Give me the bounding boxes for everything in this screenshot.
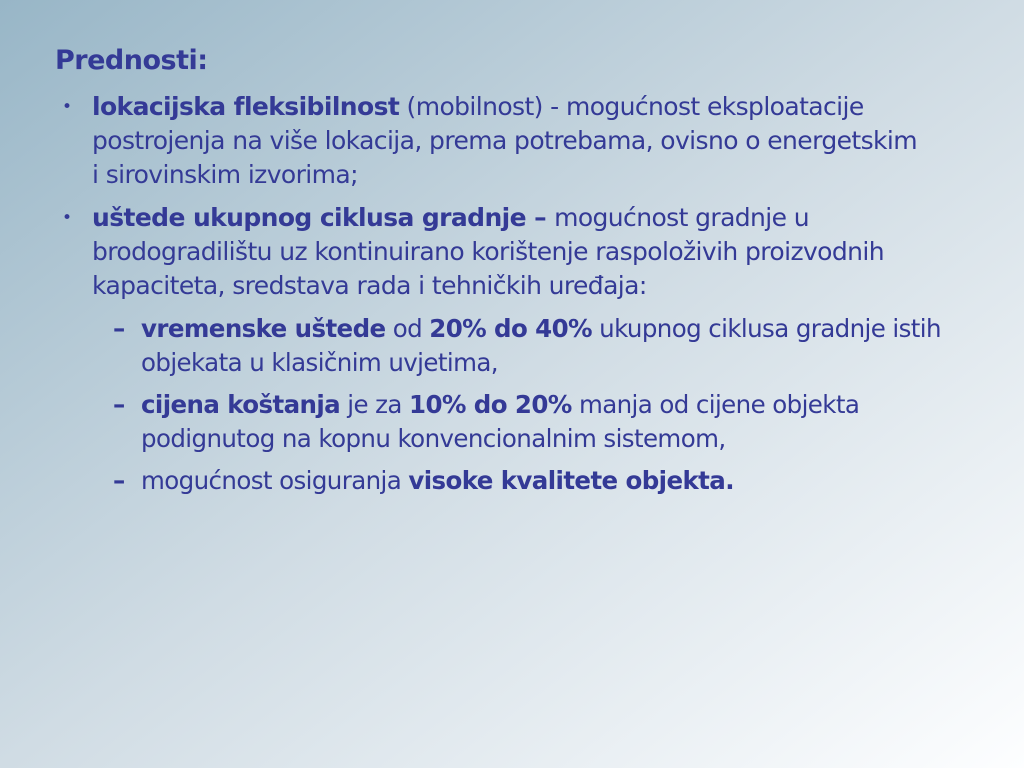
list-item [55, 312, 967, 380]
bullet-text [92, 201, 927, 303]
bullet-text [141, 464, 967, 498]
bullet-marker-icon: • [62, 208, 72, 228]
bullet-marker-icon: – [113, 314, 125, 343]
list-item [55, 388, 967, 456]
text-segment: (mobilnost) - mogućnost eksploatacije postrojenja na više lokacija, prema potrebama, ovisno o energetskim i sirovinskim izvorima; [92, 92, 917, 189]
list-item [55, 464, 967, 498]
text-segment: lokacijska fleksibilnost [92, 92, 400, 121]
text-segment: je za [340, 390, 410, 419]
text-segment: 20% do 40% [429, 314, 592, 343]
text-segment: od [385, 314, 430, 343]
bullet-list [55, 90, 986, 498]
bullet-text [141, 312, 967, 380]
text-segment: manja od cijene objekta podignutog na kopnu konvencionalnim sistemom, [141, 390, 860, 453]
text-segment: 10% do 20% [409, 390, 572, 419]
bullet-marker-icon: – [113, 390, 125, 419]
bullet-marker-icon: • [62, 97, 72, 117]
bullet-text [92, 90, 927, 192]
page-title: Prednosti: [55, 45, 208, 76]
text-segment: mogućnost gradnje u brodogradilištu uz kontinuirano korištenje raspoloživih proizvodnih kapaciteta, sredstava rada i tehničkih uređaja: [92, 203, 884, 300]
text-segment: visoke kvalitete objekta [408, 466, 726, 495]
bullet-marker-icon: – [113, 466, 125, 495]
text-segment: ukupnog ciklusa gradnje istih objekata u klasičnim uvjetima, [141, 314, 941, 377]
text-segment: mogućnost osiguranja [141, 466, 409, 495]
text-segment: cijena koštanja [141, 390, 341, 419]
text-segment: vremenske uštede [141, 314, 386, 343]
bullet-text [141, 388, 967, 456]
text-segment: – [525, 203, 555, 232]
text-segment: uštede ukupnog ciklusa gradnje [92, 203, 526, 232]
text-segment: . [725, 466, 734, 495]
list-item [55, 201, 927, 303]
list-item [55, 90, 927, 192]
